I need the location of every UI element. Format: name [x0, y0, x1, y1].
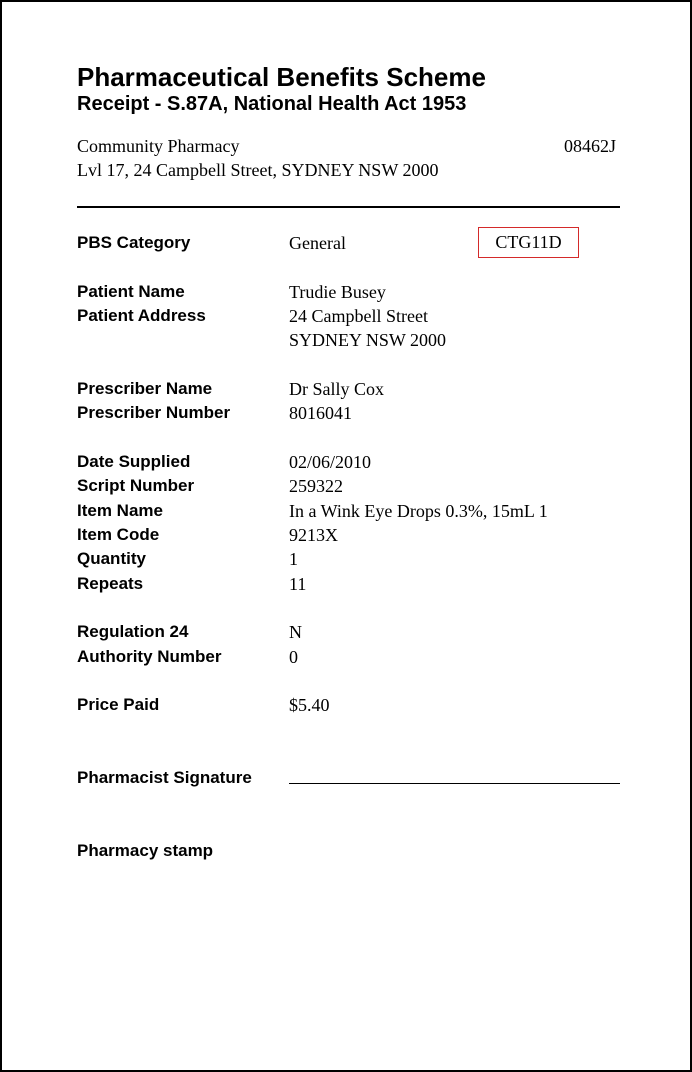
- receipt-subtitle: Receipt - S.87A, National Health Act 1953: [77, 93, 467, 115]
- pbs-category-label: PBS Category: [77, 233, 191, 252]
- pharmacist-signature-label: Pharmacist Signature: [77, 768, 252, 787]
- patient-name-label: Patient Name: [77, 282, 185, 301]
- signature-line: [289, 783, 620, 784]
- date-supplied: 02/06/2010: [289, 452, 372, 472]
- prescriber-number-label: Prescriber Number: [77, 403, 231, 422]
- repeats-label: Repeats: [77, 574, 144, 593]
- pbs-category-value: General: [289, 233, 346, 253]
- quantity: 1: [289, 549, 298, 569]
- pharmacy-address: Lvl 17, 24 Campbell Street, SYDNEY NSW 2000: [77, 160, 439, 180]
- item-code: 9213X: [289, 525, 338, 545]
- item-name-label: Item Name: [77, 501, 163, 520]
- pharmacy-name: Community Pharmacy: [77, 136, 240, 156]
- regulation-24: N: [289, 622, 302, 642]
- item-code-label: Item Code: [77, 525, 160, 544]
- quantity-label: Quantity: [77, 549, 146, 568]
- pbs-category-code: CTG11D: [478, 227, 579, 258]
- patient-address-label: Patient Address: [77, 306, 206, 325]
- receipt-title: Pharmaceutical Benefits Scheme: [77, 62, 486, 92]
- prescriber-name: Dr Sally Cox: [289, 379, 385, 399]
- patient-name: Trudie Busey: [289, 282, 386, 302]
- patient-address-line2: SYDNEY NSW 2000: [289, 330, 447, 350]
- item-name: In a Wink Eye Drops 0.3%, 15mL 1: [289, 501, 548, 521]
- script-number: 259322: [289, 476, 343, 496]
- repeats: 11: [289, 574, 307, 594]
- pharmacy-stamp-label: Pharmacy stamp: [77, 841, 214, 860]
- script-number-label: Script Number: [77, 476, 195, 495]
- header-divider: [77, 206, 620, 208]
- price-paid: $5.40: [289, 695, 330, 715]
- prescriber-name-label: Prescriber Name: [77, 379, 213, 398]
- date-supplied-label: Date Supplied: [77, 452, 191, 471]
- authority-number: 0: [289, 647, 298, 667]
- patient-address-line1: 24 Campbell Street: [289, 306, 428, 326]
- price-paid-label: Price Paid: [77, 695, 160, 714]
- regulation-24-label: Regulation 24: [77, 622, 189, 641]
- authority-number-label: Authority Number: [77, 647, 222, 666]
- prescriber-number: 8016041: [289, 403, 352, 423]
- pharmacy-approval-number: 08462J: [563, 136, 616, 156]
